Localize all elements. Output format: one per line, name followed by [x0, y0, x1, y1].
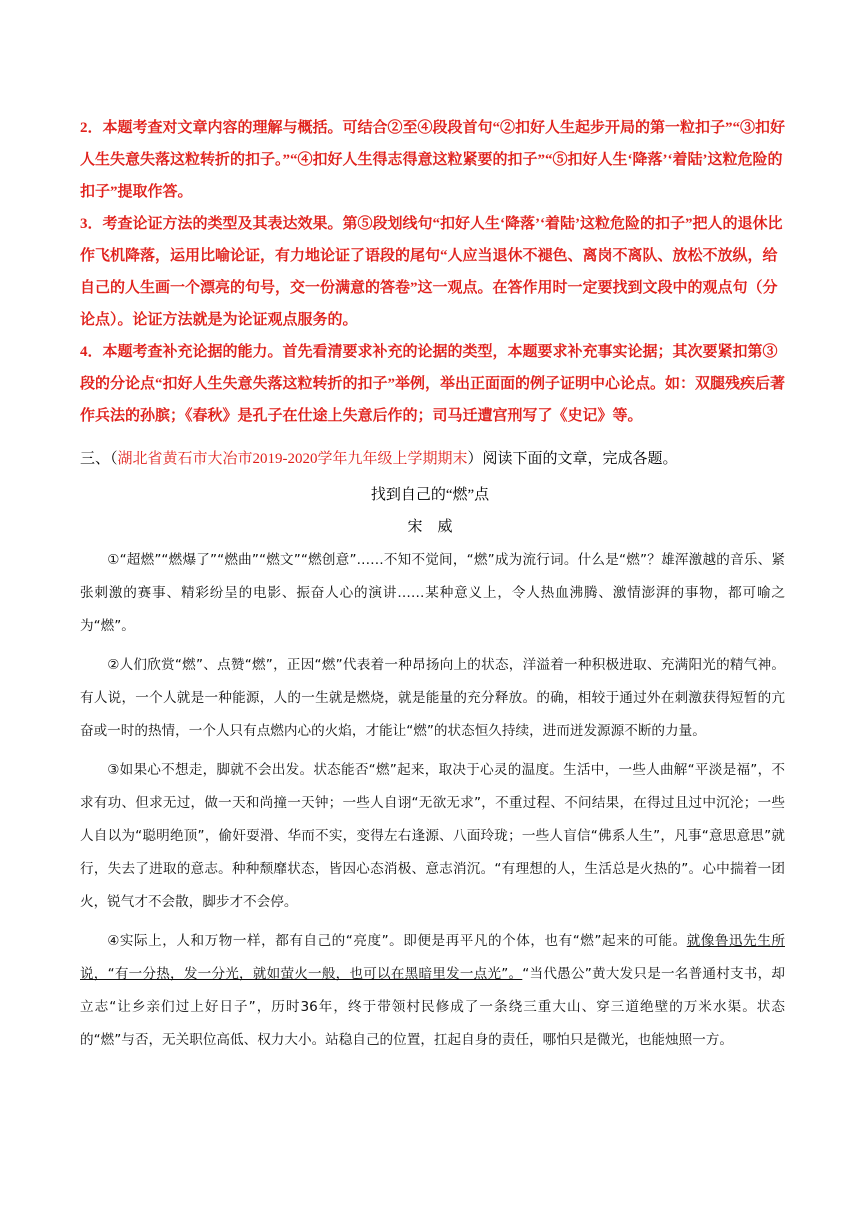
answer-3: [80, 208, 785, 336]
answer-2: [80, 112, 785, 208]
section-prefix: 三、（: [80, 451, 118, 467]
article-body: [80, 544, 785, 1063]
paragraph-1: ①“超燃”“燃爆了”“燃曲”“燃文”“燃创意”……不知不觉间，“燃”成为流行词。什么是“燃”？雄浑激越的音乐、紧张刺激的赛事、精彩纷呈的电影、振奋人心的演讲……某种意义上，令人热血沸腾、激情澎湃的事物，都可喻之为“燃”。: [80, 552, 785, 634]
paragraph-4: [80, 925, 785, 1057]
section-heading: [80, 444, 790, 474]
paragraph-4-part-a: ④实际上，人和万物一样，都有自己的“亮度”。即便是再平凡的个体，也有“燃”起来的可能。: [107, 933, 687, 949]
paragraph-4-part-b: “当代愚公”黄大发只是一名普通村支书，却立志“让乡亲们过上好日子”，历时36年，终于带领村民修成了一条绕三重大山、穿三道绝壁的万米水渠。状态的“燃”与否，无关职位高低、权力大小。站稳自己的位置，扛起自身的责任，哪怕只是微光，也能烛照一方。: [80, 966, 785, 1048]
underlined-sentence: 就像鲁迅先生所说，“有一分热，发一分光，就如萤火一般，也可以在黑暗里发一点光”。: [80, 933, 785, 982]
answer-4: [80, 336, 785, 432]
section-suffix: ）阅读下面的文章，完成各题。: [467, 451, 678, 467]
answer-2-text: 2．本题考查对文章内容的理解与概括。可结合②至④段段首句“②扣好人生起步开局的第一粒扣子”“③扣好人生失意失落这粒转折的扣子。”“④扣好人生得志得意这粒紧要的扣子”“⑤扣好人生‘降落’‘着陆’这粒危险的扣子”提取作答。: [80, 120, 786, 200]
paragraph-2: ②人们欣赏“燃”、点赞“燃”，正因“燃”代表着一种昂扬向上的状态，洋溢着一种积极进取、充满阳光的精气神。有人说，一个人就是一种能源，人的一生就是燃烧，就是能量的充分释放。的确，相较于通过外在刺激获得短暂的亢奋或一时的热情，一个人只有点燃内心的火焰，才能让“燃”的状态恒久持续，进而迸发源源不断的力量。: [80, 657, 785, 739]
section-source: 湖北省黄石市大冶市2019-2020学年九年级上学期期末: [117, 451, 468, 467]
answer-3-text: 3．考查论证方法的类型及其表达效果。第⑤段划线句“扣好人生‘降落’‘着陆’这粒危险的扣子”把人的退休比作飞机降落，运用比喻论证，有力地论证了语段的尾句“人应当退休不褪色、离岗不离队、放松不放纵，给自己的人生画一个漂亮的句号，交一份满意的答卷”这一观点。在答作用时一定要找到文段中的观点句（分论点）。论证方法就是为论证观点服务的。: [80, 216, 783, 328]
answer-4-text: 4．本题考查补充论据的能力。首先看清要求补充的论据的类型，本题要求补充事实论据；其次要紧扣第③段的分论点“扣好人生失意失落这粒转折的扣子”举例，举出正面面的例子证明中心论点。如：双腿残疾后著作兵法的孙膑；《春秋》是孔子在仕途上失意后作的；司马迁遭宫刑写了《史记》等。: [80, 344, 786, 424]
article-title: 找到自己的“燃”点: [370, 487, 490, 503]
paragraph-3: ③如果心不想走，脚就不会出发。状态能否“燃”起来，取决于心灵的温度。生活中，一些人曲解“平淡是福”，不求有功、但求无过，做一天和尚撞一天钟；一些人自诩“无欲无求”，不重过程、不问结果，在得过且过中沉沦；一些人自以为“聪明绝顶”，偷奸耍滑、华而不实，变得左右逢源、八面玲珑；一些人盲信“佛系人生”，凡事“意思意思”就行，失去了进取的意志。种种颓靡状态，皆因心态消极、意志消沉。“有理想的人，生活总是火热的”。心中揣着一团火，锐气才不会散，脚步才不会停。: [80, 762, 785, 910]
article-author: 宋 威: [407, 519, 453, 535]
